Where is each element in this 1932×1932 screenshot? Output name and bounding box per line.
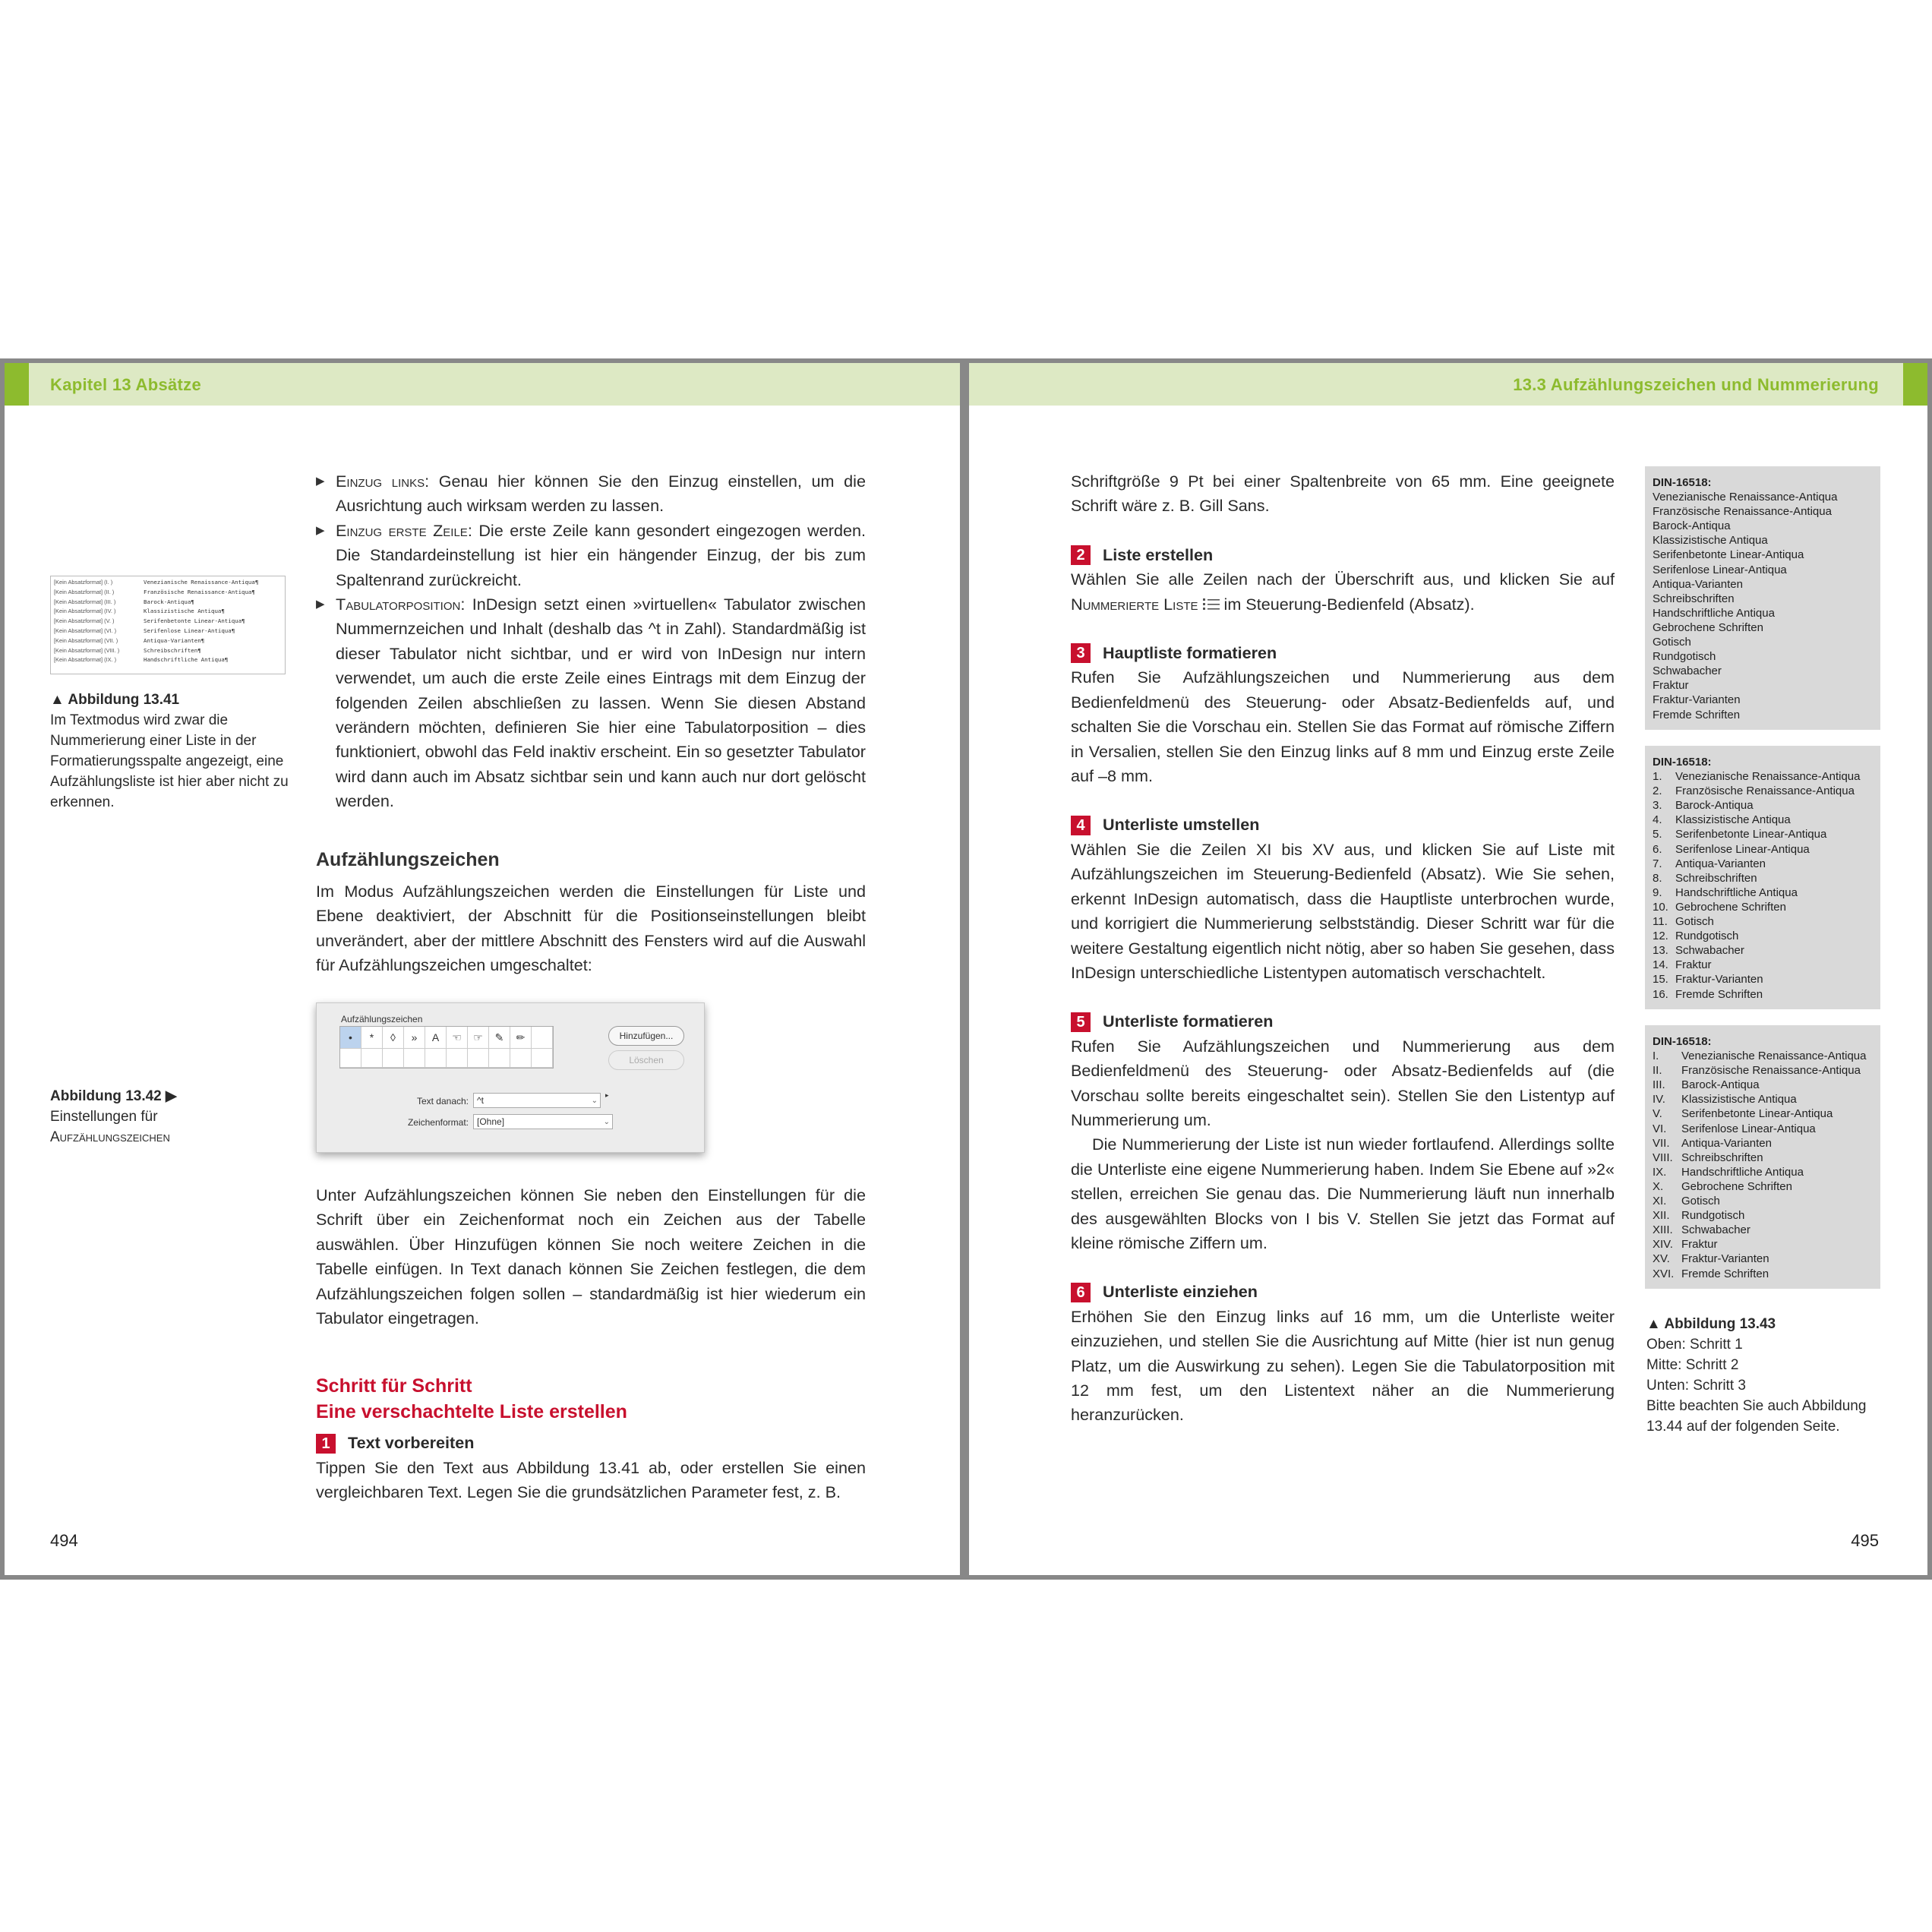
list-number: 8. xyxy=(1653,871,1662,885)
list-number: I. xyxy=(1653,1050,1659,1063)
din-list-item xyxy=(1653,1252,1873,1266)
dialog-title: Aufzählungszeichen xyxy=(341,1014,423,1024)
list-number: 1. xyxy=(1653,770,1662,784)
text-mode-row xyxy=(54,627,282,636)
din-list-item xyxy=(1653,708,1873,722)
step-heading: 2 Liste erstellen xyxy=(1071,543,1615,567)
char-style-select[interactable]: [Ohne] ⌄ xyxy=(473,1114,613,1129)
list-number: 7. xyxy=(1653,857,1662,870)
row-text: Venezianische Renaissance-Antiqua¶ xyxy=(144,579,259,586)
list-text: Rundgotisch xyxy=(1681,1209,1745,1223)
din-list-item xyxy=(1653,490,1873,504)
din-list-item xyxy=(1653,1106,1873,1121)
din-list-item xyxy=(1653,1122,1873,1136)
glyph-cell[interactable] xyxy=(361,1049,383,1068)
din-list-item xyxy=(1653,958,1873,972)
list-text: Schreibschriften xyxy=(1653,592,1735,605)
glyph-cell[interactable] xyxy=(447,1049,468,1068)
list-text: Handschriftliche Antiqua xyxy=(1653,606,1775,620)
list-text: Barock-Antiqua xyxy=(1681,1078,1760,1092)
left-main-column-lower xyxy=(316,1183,866,1505)
caption-title: ▲ Abbildung 13.43 xyxy=(1646,1316,1776,1332)
add-button[interactable]: Hinzufügen... xyxy=(608,1026,684,1046)
din-list-item xyxy=(1653,548,1873,562)
din-heading: DIN-16518: xyxy=(1653,756,1712,769)
caption-title: ▲ Abbildung 13.41 xyxy=(50,692,180,708)
list-number: III. xyxy=(1653,1078,1665,1092)
list-text: Fremde Schriften xyxy=(1675,987,1763,1001)
list-number: II. xyxy=(1653,1064,1662,1078)
left-page xyxy=(5,363,960,1575)
bullet-item: ▶ Einzug erste Zeile: Die erste Zeile kann gesondert eingezogen werden. Die Standardeinstellung ist hier ein hängender Einzug, der bis zum Spaltenrand zurückreicht. xyxy=(316,519,866,592)
list-number: IX. xyxy=(1653,1165,1667,1179)
page-number: 495 xyxy=(1851,1531,1879,1550)
list-number: 4. xyxy=(1653,813,1662,827)
din-list-item xyxy=(1653,914,1873,929)
row-text: Antiqua-Varianten¶ xyxy=(144,636,205,644)
din-list-item xyxy=(1653,577,1873,592)
row-format: [Kein Absatzformat] (IX. ) xyxy=(54,656,117,664)
list-number: IV. xyxy=(1653,1093,1665,1106)
glyph-cell[interactable] xyxy=(532,1049,553,1068)
list-text: Schwabacher xyxy=(1653,665,1722,678)
din-list-item xyxy=(1653,1049,1873,1063)
list-text: Fraktur-Varianten xyxy=(1675,973,1763,987)
din-list-item xyxy=(1653,929,1873,943)
list-text: Serifenlose Linear-Antiqua xyxy=(1681,1122,1816,1135)
glyph-cell[interactable]: ☜ xyxy=(447,1027,468,1049)
numbered-list-icon xyxy=(1203,598,1220,611)
din-list-item xyxy=(1653,1063,1873,1078)
list-text: Fremde Schriften xyxy=(1653,708,1741,721)
din-list-item xyxy=(1653,769,1873,784)
row-text: Serifenlose Linear-Antiqua¶ xyxy=(144,627,235,634)
text-mode-row xyxy=(54,646,282,656)
din-heading: DIN-16518: xyxy=(1653,1035,1712,1048)
step-text: Tippen Sie den Text aus Abbildung 13.41 ab, oder erstellen Sie einen vergleichbaren Text. Legen Sie die grundsätzlichen Parameter fest, z. B. xyxy=(316,1457,866,1502)
chapter-title: Kapitel 13 Absätze xyxy=(50,375,201,394)
text-after-field[interactable]: ^t ⌄ xyxy=(473,1093,601,1108)
list-text: Barock-Antiqua xyxy=(1653,519,1731,533)
list-text: Französische Renaissance-Antiqua xyxy=(1675,784,1855,798)
step-text: Rufen Sie Aufzählungszeichen und Nummerierung aus dem Bedienfeldmenü des Steuerung- oder Absatz-Bedienfelds auf, und schalten Sie die Vorschau ein. Stellen Sie das Format auf römische Ziffern in Versalien, stellen Sie den Einzug links auf 8 mm und Einzug erste Zeile auf –8 mm. xyxy=(1071,668,1615,786)
step-heading: 3 Hauptliste formatieren xyxy=(1071,641,1615,665)
book-spread xyxy=(0,358,1932,1580)
right-page xyxy=(969,363,1927,1575)
bullet-glyph-grid xyxy=(339,1026,554,1069)
list-text: Schwabacher xyxy=(1675,944,1744,958)
row-format: [Kein Absatzformat] (I. ) xyxy=(54,579,113,586)
char-style-label: Zeichenformat: xyxy=(407,1117,469,1128)
glyph-cell[interactable] xyxy=(425,1049,447,1068)
caption-title: Abbildung 13.42 ▶ xyxy=(50,1088,177,1104)
glyph-cell[interactable] xyxy=(404,1049,425,1068)
list-number: 13. xyxy=(1653,944,1668,958)
step-number-badge: 5 xyxy=(1071,1012,1091,1032)
left-header xyxy=(5,363,960,406)
text-mode-row xyxy=(54,636,282,646)
text-mode-row xyxy=(54,607,282,617)
caption-line: Unten: Schritt 3 xyxy=(1646,1378,1746,1394)
list-number: 11. xyxy=(1653,915,1668,929)
din-list-item xyxy=(1653,784,1873,798)
din-list-item xyxy=(1653,620,1873,635)
list-text: Schreibschriften xyxy=(1675,871,1757,885)
step-number-badge: 2 xyxy=(1071,545,1091,565)
din-list-item xyxy=(1653,987,1873,1002)
caption-text: Einstellungen für xyxy=(50,1109,158,1125)
din-list-item xyxy=(1653,1165,1873,1179)
caption-text-term: Aufzählungszeichen xyxy=(50,1129,170,1145)
din-list-item xyxy=(1653,1136,1873,1151)
row-format: [Kein Absatzformat] (IV. ) xyxy=(54,608,116,615)
header-tab xyxy=(1903,363,1927,406)
step-text: Wählen Sie alle Zeilen nach der Überschrift aus, und klicken Sie auf Nummerierte Liste im Steuerung-Bedienfeld (Absatz). xyxy=(1071,570,1615,614)
list-number: XII. xyxy=(1653,1209,1670,1223)
chevron-down-icon: ⌄ xyxy=(603,1118,610,1126)
glyph-cell[interactable] xyxy=(468,1049,489,1068)
glyph-cell[interactable]: ☞ xyxy=(468,1027,489,1049)
glyph-cell[interactable]: • xyxy=(340,1027,361,1049)
din-list-item xyxy=(1653,943,1873,958)
figure-13-41-text-mode xyxy=(50,576,286,674)
bullets-dialog xyxy=(316,1002,705,1153)
text-mode-row xyxy=(54,598,282,608)
list-number: 9. xyxy=(1653,886,1662,899)
list-text: Gebrochene Schriften xyxy=(1675,900,1786,914)
din-list-item xyxy=(1653,871,1873,886)
list-text: Venezianische Renaissance-Antiqua xyxy=(1681,1050,1867,1063)
din-list-item xyxy=(1653,504,1873,519)
glyph-cell[interactable]: ◊ xyxy=(383,1027,404,1049)
din-list-item xyxy=(1653,842,1873,857)
din-list-item xyxy=(1653,1208,1873,1223)
row-format: [Kein Absatzformat] (VI. ) xyxy=(54,627,117,634)
list-number: XIV. xyxy=(1653,1238,1673,1252)
list-text: Gebrochene Schriften xyxy=(1681,1179,1792,1193)
din-list-item xyxy=(1653,857,1873,871)
din-list-roman xyxy=(1645,1025,1880,1289)
list-text: Fraktur-Varianten xyxy=(1653,693,1741,707)
din-list-item xyxy=(1653,1223,1873,1237)
din-list-item xyxy=(1653,972,1873,987)
list-text: Serifenbetonte Linear-Antiqua xyxy=(1675,828,1827,841)
header-tab xyxy=(5,363,29,406)
list-number: 3. xyxy=(1653,799,1662,813)
bullet-item: ▶ Einzug links: Genau hier können Sie den Einzug einstellen, um die Ausrichtung auch wirksam werden zu lassen. xyxy=(316,469,866,519)
din-list-item xyxy=(1653,693,1873,707)
row-format: [Kein Absatzformat] (II. ) xyxy=(54,588,115,595)
list-text: Gotisch xyxy=(1681,1195,1720,1208)
din-list-item xyxy=(1653,1179,1873,1194)
step-by-step-label: Schritt für Schritt xyxy=(316,1375,472,1397)
din-list-item xyxy=(1653,900,1873,914)
step-heading: 1 Text vorbereiten xyxy=(316,1431,866,1455)
list-number: 10. xyxy=(1653,900,1668,914)
list-text: Rundgotisch xyxy=(1675,930,1739,943)
din-list-item xyxy=(1653,664,1873,678)
list-text: Handschriftliche Antiqua xyxy=(1675,886,1798,899)
chevron-down-icon: ⌄ xyxy=(591,1097,598,1105)
insert-special-arrow-icon[interactable]: ▸ xyxy=(605,1091,609,1099)
din-list-item xyxy=(1653,1092,1873,1106)
step-text: Die Nummerierung der Liste ist nun wieder fortlaufend. Allerdings sollte die Unterliste eine eigene Nummerierung haben. Indem Sie Ebene auf »2« stellen, erreichen Sie genau das. Die Nummerierung läuft nun innerhalb des ausgewählten Blocks von I bis V. Stellen Sie jetzt das Format auf kleine römische Ziffern um. xyxy=(1071,1135,1615,1252)
list-number: V. xyxy=(1653,1107,1662,1121)
list-number: 12. xyxy=(1653,930,1668,943)
row-text: Barock-Antiqua¶ xyxy=(144,598,194,605)
list-text: Antiqua-Varianten xyxy=(1653,577,1743,591)
list-text: Fraktur xyxy=(1653,679,1689,693)
list-number: X. xyxy=(1653,1179,1664,1193)
list-text: Klassizistische Antiqua xyxy=(1675,813,1791,827)
din-list-plain xyxy=(1645,466,1880,730)
list-number: XV. xyxy=(1653,1252,1670,1266)
din-list-arabic xyxy=(1645,746,1880,1009)
page-number: 494 xyxy=(50,1531,78,1550)
list-text: Fraktur xyxy=(1675,958,1712,972)
paragraph: Schriftgröße 9 Pt bei einer Spaltenbreite von 65 mm. Eine geeignete Schrift wäre z. B. Gill Sans. xyxy=(1071,472,1615,516)
text-mode-row xyxy=(54,588,282,598)
row-text: Handschriftliche Antiqua¶ xyxy=(144,656,229,664)
step-heading: 6 Unterliste einziehen xyxy=(1071,1280,1615,1304)
list-text: Schreibschriften xyxy=(1681,1151,1763,1164)
step-text: Wählen Sie die Zeilen XI bis XV aus, und klicken Sie auf Liste mit Aufzählungszeichen im Steuerung-Bedienfeld (Absatz). Wie Sie sehen, erkennt InDesign automatisch, dass die Hauptliste unterbrochen wurde, und korrigiert die Nummerierung selbstständig. Dieser Schritt war für die weitere Gestaltung eigentlich nicht nötig, aber so haben Sie gesehen, dass InDesign unterschiedliche Listentypen automatisch verschachtelt. xyxy=(1071,839,1615,982)
list-text: Französische Renaissance-Antiqua xyxy=(1653,505,1832,519)
din-list-item xyxy=(1653,798,1873,813)
list-number: XVI. xyxy=(1653,1267,1675,1280)
list-number: 15. xyxy=(1653,973,1668,987)
din-list-item xyxy=(1653,1237,1873,1252)
glyph-cell[interactable]: * xyxy=(361,1027,383,1049)
list-text: Klassizistische Antiqua xyxy=(1653,534,1768,548)
figure-13-41-caption xyxy=(50,690,293,813)
din-list-item xyxy=(1653,592,1873,606)
row-text: Schreibschriften¶ xyxy=(144,646,201,654)
text-mode-row xyxy=(54,655,282,665)
step-text: Rufen Sie Aufzählungszeichen und Nummerierung aus dem Bedienfeldmenü des Steuerung- oder Absatz-Bedienfelds auf (die Vorschau sollte bereits eingeschaltet sein). Stellen Sie den Listentyp auf Nummerierung um. xyxy=(1071,1036,1615,1129)
glyph-cell[interactable]: ✎ xyxy=(489,1027,510,1049)
step-number-badge: 4 xyxy=(1071,816,1091,835)
list-text: Fraktur-Varianten xyxy=(1681,1252,1769,1266)
step-heading: 4 Unterliste umstellen xyxy=(1071,813,1615,837)
list-text: Barock-Antiqua xyxy=(1675,799,1754,813)
din-list-item xyxy=(1653,827,1873,841)
row-text: Serifenbetonte Linear-Antiqua¶ xyxy=(144,617,245,625)
list-text: Antiqua-Varianten xyxy=(1681,1136,1772,1150)
caption-text: Im Textmodus wird zwar die Nummerierung einer Liste in der Formatierungsspalte angezeigt, eine Aufzählungsliste ist hier aber nicht zu erkennen. xyxy=(50,712,289,810)
row-format: [Kein Absatzformat] (III. ) xyxy=(54,598,116,605)
caption-line: Bitte beachten Sie auch Abbildung 13.44 auf der folgenden Seite. xyxy=(1646,1398,1867,1435)
section-heading: Aufzählungszeichen xyxy=(316,848,500,870)
glyph-cell[interactable] xyxy=(532,1027,553,1049)
row-format: [Kein Absatzformat] (VII. ) xyxy=(54,636,118,644)
caption-line: Mitte: Schritt 2 xyxy=(1646,1357,1739,1373)
list-text: Venezianische Renaissance-Antiqua xyxy=(1653,491,1838,504)
section-title: 13.3 Aufzählungszeichen und Nummerierung xyxy=(1513,375,1879,394)
din-list-item xyxy=(1653,606,1873,620)
row-format: [Kein Absatzformat] (V. ) xyxy=(54,617,115,625)
list-text: Gotisch xyxy=(1675,915,1714,929)
step-by-step-title: Eine verschachtelte Liste erstellen xyxy=(316,1401,627,1423)
text-mode-row xyxy=(54,578,282,588)
step-text: Erhöhen Sie den Einzug links auf 16 mm, um die Unterliste weiter einzuziehen, und stellen Sie die Ausrichtung auf Mitte (hier ist nun genug Platz, um die Auswirkung zu sehen). Legen Sie die Tabulatorposition mit 12 mm fest, um den Listentext näher an die Nummerierung heranzurücken. xyxy=(1071,1306,1615,1425)
glyph-cell[interactable] xyxy=(510,1049,532,1068)
din-list-item xyxy=(1653,519,1873,533)
step-number-badge: 6 xyxy=(1071,1283,1091,1302)
list-text: Antiqua-Varianten xyxy=(1675,857,1766,870)
right-header xyxy=(969,363,1927,406)
glyph-cell[interactable] xyxy=(340,1049,361,1068)
din-list-item xyxy=(1653,533,1873,548)
glyph-cell[interactable]: » xyxy=(404,1027,425,1049)
list-number: 6. xyxy=(1653,842,1662,856)
row-text: Französische Renaissance-Antiqua¶ xyxy=(144,588,255,595)
list-text: Gotisch xyxy=(1653,636,1691,649)
text-after-label: Text danach: xyxy=(416,1096,469,1106)
din-list-item xyxy=(1653,678,1873,693)
din-list-item xyxy=(1653,886,1873,900)
step-heading: 5 Unterliste formatieren xyxy=(1071,1009,1615,1034)
din-list-item xyxy=(1653,1078,1873,1092)
caption-line: Oben: Schritt 1 xyxy=(1646,1337,1743,1353)
list-text: Fraktur xyxy=(1681,1238,1718,1252)
din-list-item xyxy=(1653,1194,1873,1208)
glyph-cell[interactable]: A xyxy=(425,1027,447,1049)
list-number: VIII. xyxy=(1653,1151,1673,1164)
din-list-item xyxy=(1653,635,1873,649)
row-format: [Kein Absatzformat] (VIII. ) xyxy=(54,646,120,654)
right-main-column xyxy=(1071,469,1615,1428)
delete-button[interactable]: Löschen xyxy=(608,1050,684,1070)
paragraph: Im Modus Aufzählungszeichen werden die Einstellungen für Liste und Ebene deaktiviert, der Abschnitt für die Positionseinstellungen bleibt unverändert, aber der mittlere Abschnitt des Fensters wird auf die Auswahl für Aufzählungszeichen umgeschaltet: xyxy=(316,881,866,974)
list-text: Klassizistische Antiqua xyxy=(1681,1093,1797,1106)
list-number: 14. xyxy=(1653,958,1668,972)
din-list-item xyxy=(1653,649,1873,664)
figure-13-43-caption xyxy=(1646,1314,1889,1437)
list-text: Schwabacher xyxy=(1681,1223,1750,1237)
din-list-item xyxy=(1653,563,1873,577)
din-heading: DIN-16518: xyxy=(1653,476,1712,489)
list-number: XI. xyxy=(1653,1195,1667,1208)
left-main-column xyxy=(316,469,866,977)
step-number-badge: 1 xyxy=(316,1434,336,1454)
glyph-cell[interactable] xyxy=(383,1049,404,1068)
paragraph: Unter Aufzählungszeichen können Sie neben den Einstellungen für die Schrift über ein Zeichenformat noch ein Zeichen aus der Tabelle auswählen. Über Hinzufügen können Sie noch weitere Zeichen in die Tabelle einfügen. In Text danach können Sie Zeichen festlegen, die dem Aufzählungszeichen folgen sollen – standardmäßig ist hier wiederum ein Tabulator eingetragen. xyxy=(316,1185,866,1328)
list-text: Serifenbetonte Linear-Antiqua xyxy=(1653,548,1804,562)
list-number: XIII. xyxy=(1653,1223,1673,1237)
list-number: 16. xyxy=(1653,987,1668,1001)
glyph-cell[interactable] xyxy=(489,1049,510,1068)
list-number: 5. xyxy=(1653,828,1662,841)
list-number: 2. xyxy=(1653,784,1662,798)
list-number: VII. xyxy=(1653,1136,1670,1150)
glyph-cell[interactable]: ✏ xyxy=(510,1027,532,1049)
text-mode-row xyxy=(54,617,282,627)
list-text: Serifenlose Linear-Antiqua xyxy=(1675,842,1810,856)
list-text: Handschriftliche Antiqua xyxy=(1681,1165,1804,1179)
figure-13-42-caption xyxy=(50,1086,293,1148)
list-text: Französische Renaissance-Antiqua xyxy=(1681,1064,1861,1078)
step-number-badge: 3 xyxy=(1071,643,1091,663)
list-text: Gebrochene Schriften xyxy=(1653,620,1763,634)
row-text: Klassizistische Antiqua¶ xyxy=(144,608,225,615)
bullet-item: ▶ Tabulatorposition: InDesign setzt einen »virtuellen« Tabulator zwischen Nummernzeichen und Inhalt (deshalb das ^t in Zahl). Standardmäßig ist dieser Tabulator nicht sichtbar, und er wird von InDesign nur intern verwendet, um auch die erste Zeile eines Eintrags mit dem Einzug der folgenden Zeilen abschließen zu lassen. Wenn Sie diesen Abstand verändern möchten, definieren Sie hier eine Tabulatorposition – dies funktioniert, obwohl das Feld inaktiv erscheint. Ein so gesetzter Tabulator wird dann auch im Absatz sichtbar sein und kann auch nur dort gelöscht werden. xyxy=(316,592,866,814)
list-text: Serifenlose Linear-Antiqua xyxy=(1653,563,1787,576)
din-list-item xyxy=(1653,1267,1873,1281)
list-text: Fremde Schriften xyxy=(1681,1267,1769,1280)
list-text: Serifenbetonte Linear-Antiqua xyxy=(1681,1107,1833,1121)
din-list-item xyxy=(1653,1151,1873,1165)
din-list-item xyxy=(1653,813,1873,827)
list-number: VI. xyxy=(1653,1122,1667,1135)
list-text: Rundgotisch xyxy=(1653,650,1716,664)
list-text: Venezianische Renaissance-Antiqua xyxy=(1675,770,1861,784)
